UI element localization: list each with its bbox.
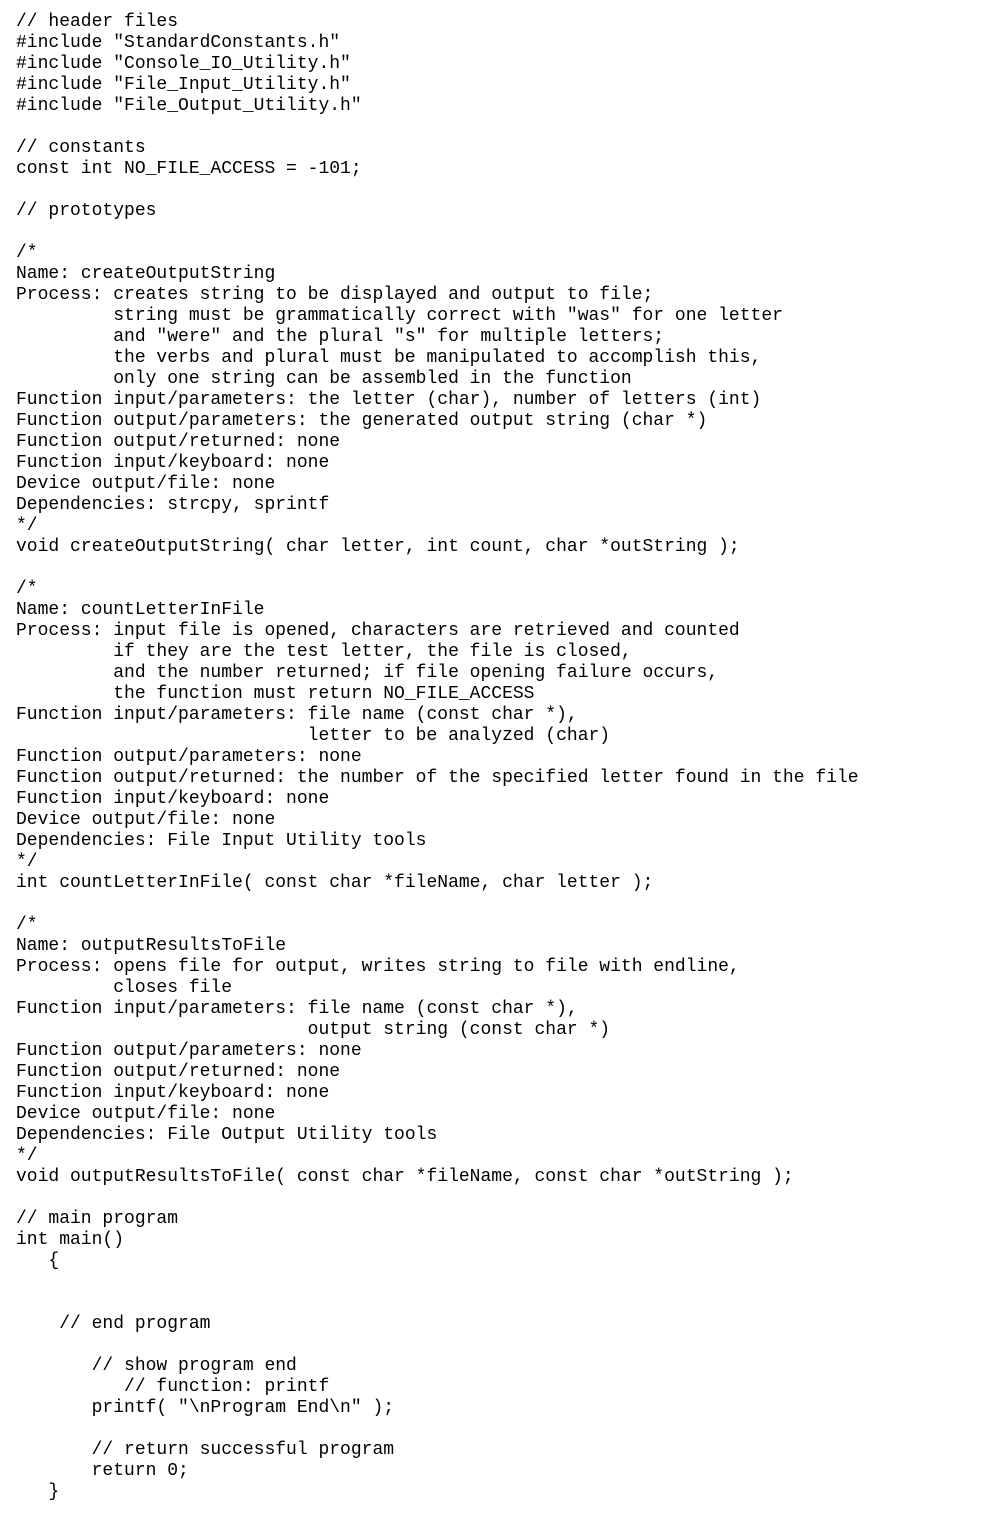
code-line: /* — [16, 915, 38, 935]
code-line: Function output/returned: none — [16, 432, 341, 452]
code-line: Name: createOutputString — [16, 264, 276, 284]
code-line: letter to be analyzed (char) — [16, 726, 611, 746]
code-line: // end program — [16, 1314, 211, 1334]
code-line: Function input/keyboard: none — [16, 789, 330, 809]
code-line: // prototypes — [16, 201, 157, 221]
code-line: void createOutputString( char letter, int count, char *outString ); — [16, 537, 740, 557]
code-line: // return successful program — [16, 1440, 395, 1460]
code-line: */ — [16, 852, 38, 872]
code-line: void outputResultsToFile( const char *fileName, const char *outString ); — [16, 1167, 794, 1187]
code-line — [16, 894, 859, 915]
code-line: Name: countLetterInFile — [16, 600, 265, 620]
code-line: Function input/keyboard: none — [16, 1083, 330, 1103]
code-line: Process: creates string to be displayed and output to file; — [16, 285, 654, 305]
code-line: Dependencies: strcpy, sprintf — [16, 495, 330, 515]
code-line: int main() — [16, 1230, 125, 1250]
code-line: int countLetterInFile( const char *fileName, char letter ); — [16, 873, 654, 893]
code-line: // constants — [16, 138, 146, 158]
code-line: Function output/parameters: none — [16, 1041, 362, 1061]
code-line: Function output/returned: the number of the specified letter found in the file — [16, 768, 859, 788]
code-line: Dependencies: File Output Utility tools — [16, 1125, 438, 1145]
code-line: Function output/returned: none — [16, 1062, 341, 1082]
code-line: #include "Console_IO_Utility.h" — [16, 54, 351, 74]
code-line: Function input/parameters: the letter (char), number of letters (int) — [16, 390, 762, 410]
code-line: Function input/keyboard: none — [16, 453, 330, 473]
code-line — [16, 117, 859, 138]
code-line: // header files — [16, 12, 179, 32]
code-line: } — [16, 1482, 60, 1502]
code-line: #include "File_Output_Utility.h" — [16, 96, 362, 116]
code-line — [16, 180, 859, 201]
code-line: if they are the test letter, the file is closed, — [16, 642, 632, 662]
code-line: #include "StandardConstants.h" — [16, 33, 341, 53]
code-line: Function input/parameters: file name (const char *), — [16, 999, 578, 1019]
code-line: Name: outputResultsToFile — [16, 936, 287, 956]
code-line: return 0; — [16, 1461, 189, 1481]
code-line — [16, 222, 859, 243]
code-line: #include "File_Input_Utility.h" — [16, 75, 351, 95]
code-line: Device output/file: none — [16, 474, 276, 494]
code-line — [16, 1188, 859, 1209]
code-line: */ — [16, 516, 38, 536]
code-line: the verbs and plural must be manipulated to accomplish this, — [16, 348, 762, 368]
code-line: // show program end — [16, 1356, 297, 1376]
code-line — [16, 558, 859, 579]
code-line: Device output/file: none — [16, 1104, 276, 1124]
code-line: Device output/file: none — [16, 810, 276, 830]
code-line: output string (const char *) — [16, 1020, 611, 1040]
code-line: Function output/parameters: the generated output string (char *) — [16, 411, 708, 431]
code-line: // function: printf — [16, 1377, 330, 1397]
code-line — [16, 1335, 859, 1356]
code-line: string must be grammatically correct with "was" for one letter — [16, 306, 783, 326]
code-line: */ — [16, 1146, 38, 1166]
code-line: Process: opens file for output, writes string to file with endline, — [16, 957, 740, 977]
code-line: and "were" and the plural "s" for multiple letters; — [16, 327, 665, 347]
code-line: Process: input file is opened, characters are retrieved and counted — [16, 621, 740, 641]
code-line — [16, 1293, 859, 1314]
code-line: Function output/parameters: none — [16, 747, 362, 767]
code-line: { — [16, 1251, 60, 1271]
code-line: Dependencies: File Input Utility tools — [16, 831, 427, 851]
code-line: printf( "\nProgram End\n" ); — [16, 1398, 395, 1418]
code-line — [16, 1419, 859, 1440]
code-line: const int NO_FILE_ACCESS = -101; — [16, 159, 362, 179]
code-line: /* — [16, 243, 38, 263]
code-listing — [16, 12, 859, 1503]
code-line: and the number returned; if file opening failure occurs, — [16, 663, 719, 683]
code-line: the function must return NO_FILE_ACCESS — [16, 684, 535, 704]
code-line: // main program — [16, 1209, 179, 1229]
code-line: only one string can be assembled in the function — [16, 369, 632, 389]
code-line — [16, 1272, 859, 1293]
code-line: Function input/parameters: file name (const char *), — [16, 705, 578, 725]
code-line: closes file — [16, 978, 233, 998]
code-line: /* — [16, 579, 38, 599]
